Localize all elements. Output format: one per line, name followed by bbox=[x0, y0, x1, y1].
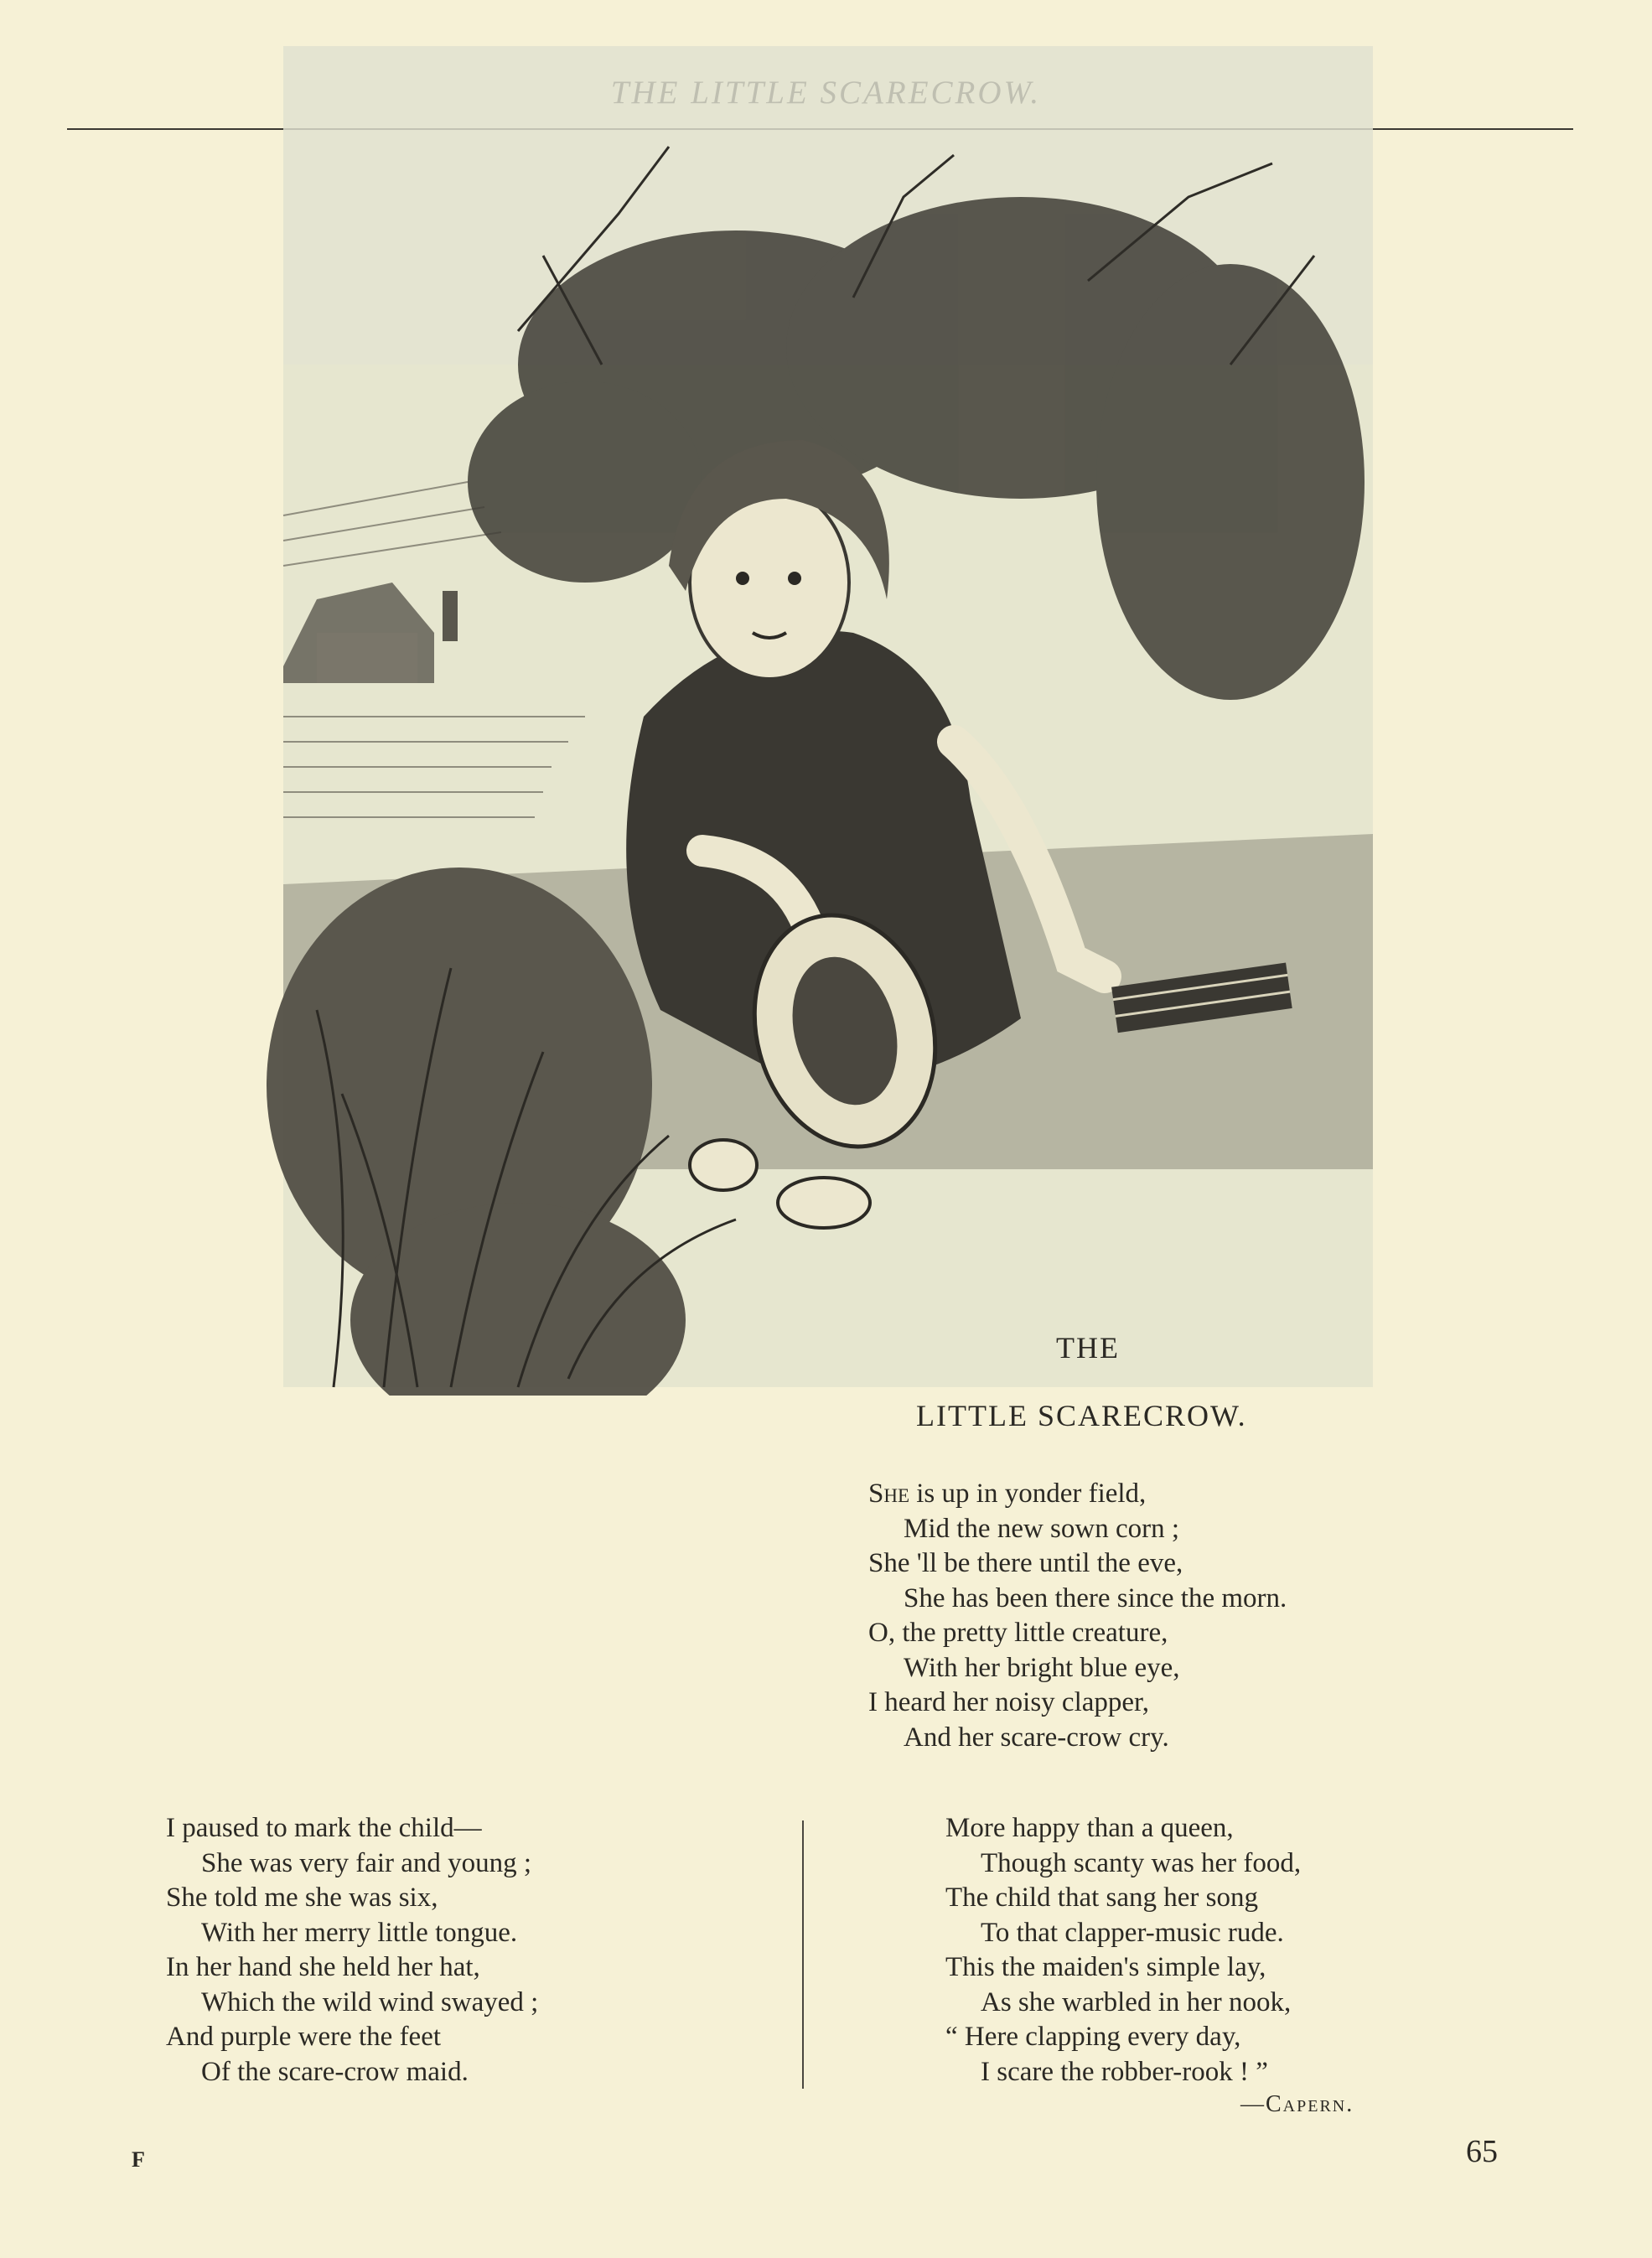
stanza-3 bbox=[945, 1811, 1301, 2090]
column-divider bbox=[802, 1820, 804, 2089]
stanza-line: She has been there since the morn. bbox=[904, 1582, 1287, 1613]
stanza-line: “ Here clapping every day, bbox=[945, 2022, 1241, 2052]
girl-foot-left bbox=[690, 1140, 757, 1190]
stanza-line: Though scanty was her food, bbox=[981, 1847, 1302, 1878]
stanza-line: And purple were the feet bbox=[166, 2022, 442, 2052]
stanza-line: With her bright blue eye, bbox=[904, 1652, 1180, 1683]
stanza-line: Which the wild wind swayed ; bbox=[201, 1986, 539, 2017]
stanza-line: She 'll be there until the eve, bbox=[868, 1548, 1183, 1578]
stanza-line bbox=[868, 1477, 1287, 1512]
stanza-line: As she warbled in her nook, bbox=[981, 1986, 1292, 2017]
stanza-line: More happy than a queen, bbox=[945, 1813, 1234, 1843]
stanza-line: To that clapper-music rude. bbox=[981, 1917, 1284, 1948]
engraving-girl-in-field-icon bbox=[267, 46, 1390, 1396]
girl-foot-right bbox=[778, 1178, 870, 1228]
stanza-1 bbox=[868, 1477, 1287, 1755]
poem-title-main: LITTLE SCARECROW. bbox=[916, 1399, 1247, 1432]
stanza-line: In her hand she held her hat, bbox=[166, 1952, 480, 1982]
page-number: 65 bbox=[1466, 2134, 1498, 2169]
stanza-2 bbox=[166, 1811, 538, 2090]
stanza-line: Mid the new sown corn ; bbox=[904, 1513, 1180, 1544]
engraving-illustration bbox=[267, 46, 1390, 1396]
poem-attribution: —Capern. bbox=[1240, 2091, 1354, 2117]
small-caps-lead: She bbox=[868, 1479, 910, 1509]
stanza-line: This the maiden's simple lay, bbox=[945, 1952, 1266, 1982]
stanza-line: I paused to mark the child— bbox=[166, 1813, 482, 1843]
stanza-line: With her merry little tongue. bbox=[201, 1917, 518, 1948]
stanza-line: I heard her noisy clapper, bbox=[868, 1687, 1149, 1717]
stanza-line: O, the pretty little creature, bbox=[868, 1618, 1168, 1648]
stanza-line: She told me she was six, bbox=[166, 1883, 438, 1913]
stanza-line: I scare the robber-rook ! ” bbox=[981, 2056, 1268, 2087]
stanza-line: The child that sang her song bbox=[945, 1883, 1258, 1913]
signature-mark: F bbox=[132, 2147, 145, 2172]
stanza-line-text: is up in yonder field, bbox=[909, 1479, 1147, 1509]
stanza-line: She was very fair and young ; bbox=[201, 1847, 532, 1878]
poem-title-the: THE bbox=[1056, 1331, 1120, 1365]
stanza-line: And her scare-crow cry. bbox=[904, 1722, 1169, 1753]
stanza-line: Of the scare-crow maid. bbox=[201, 2056, 469, 2087]
